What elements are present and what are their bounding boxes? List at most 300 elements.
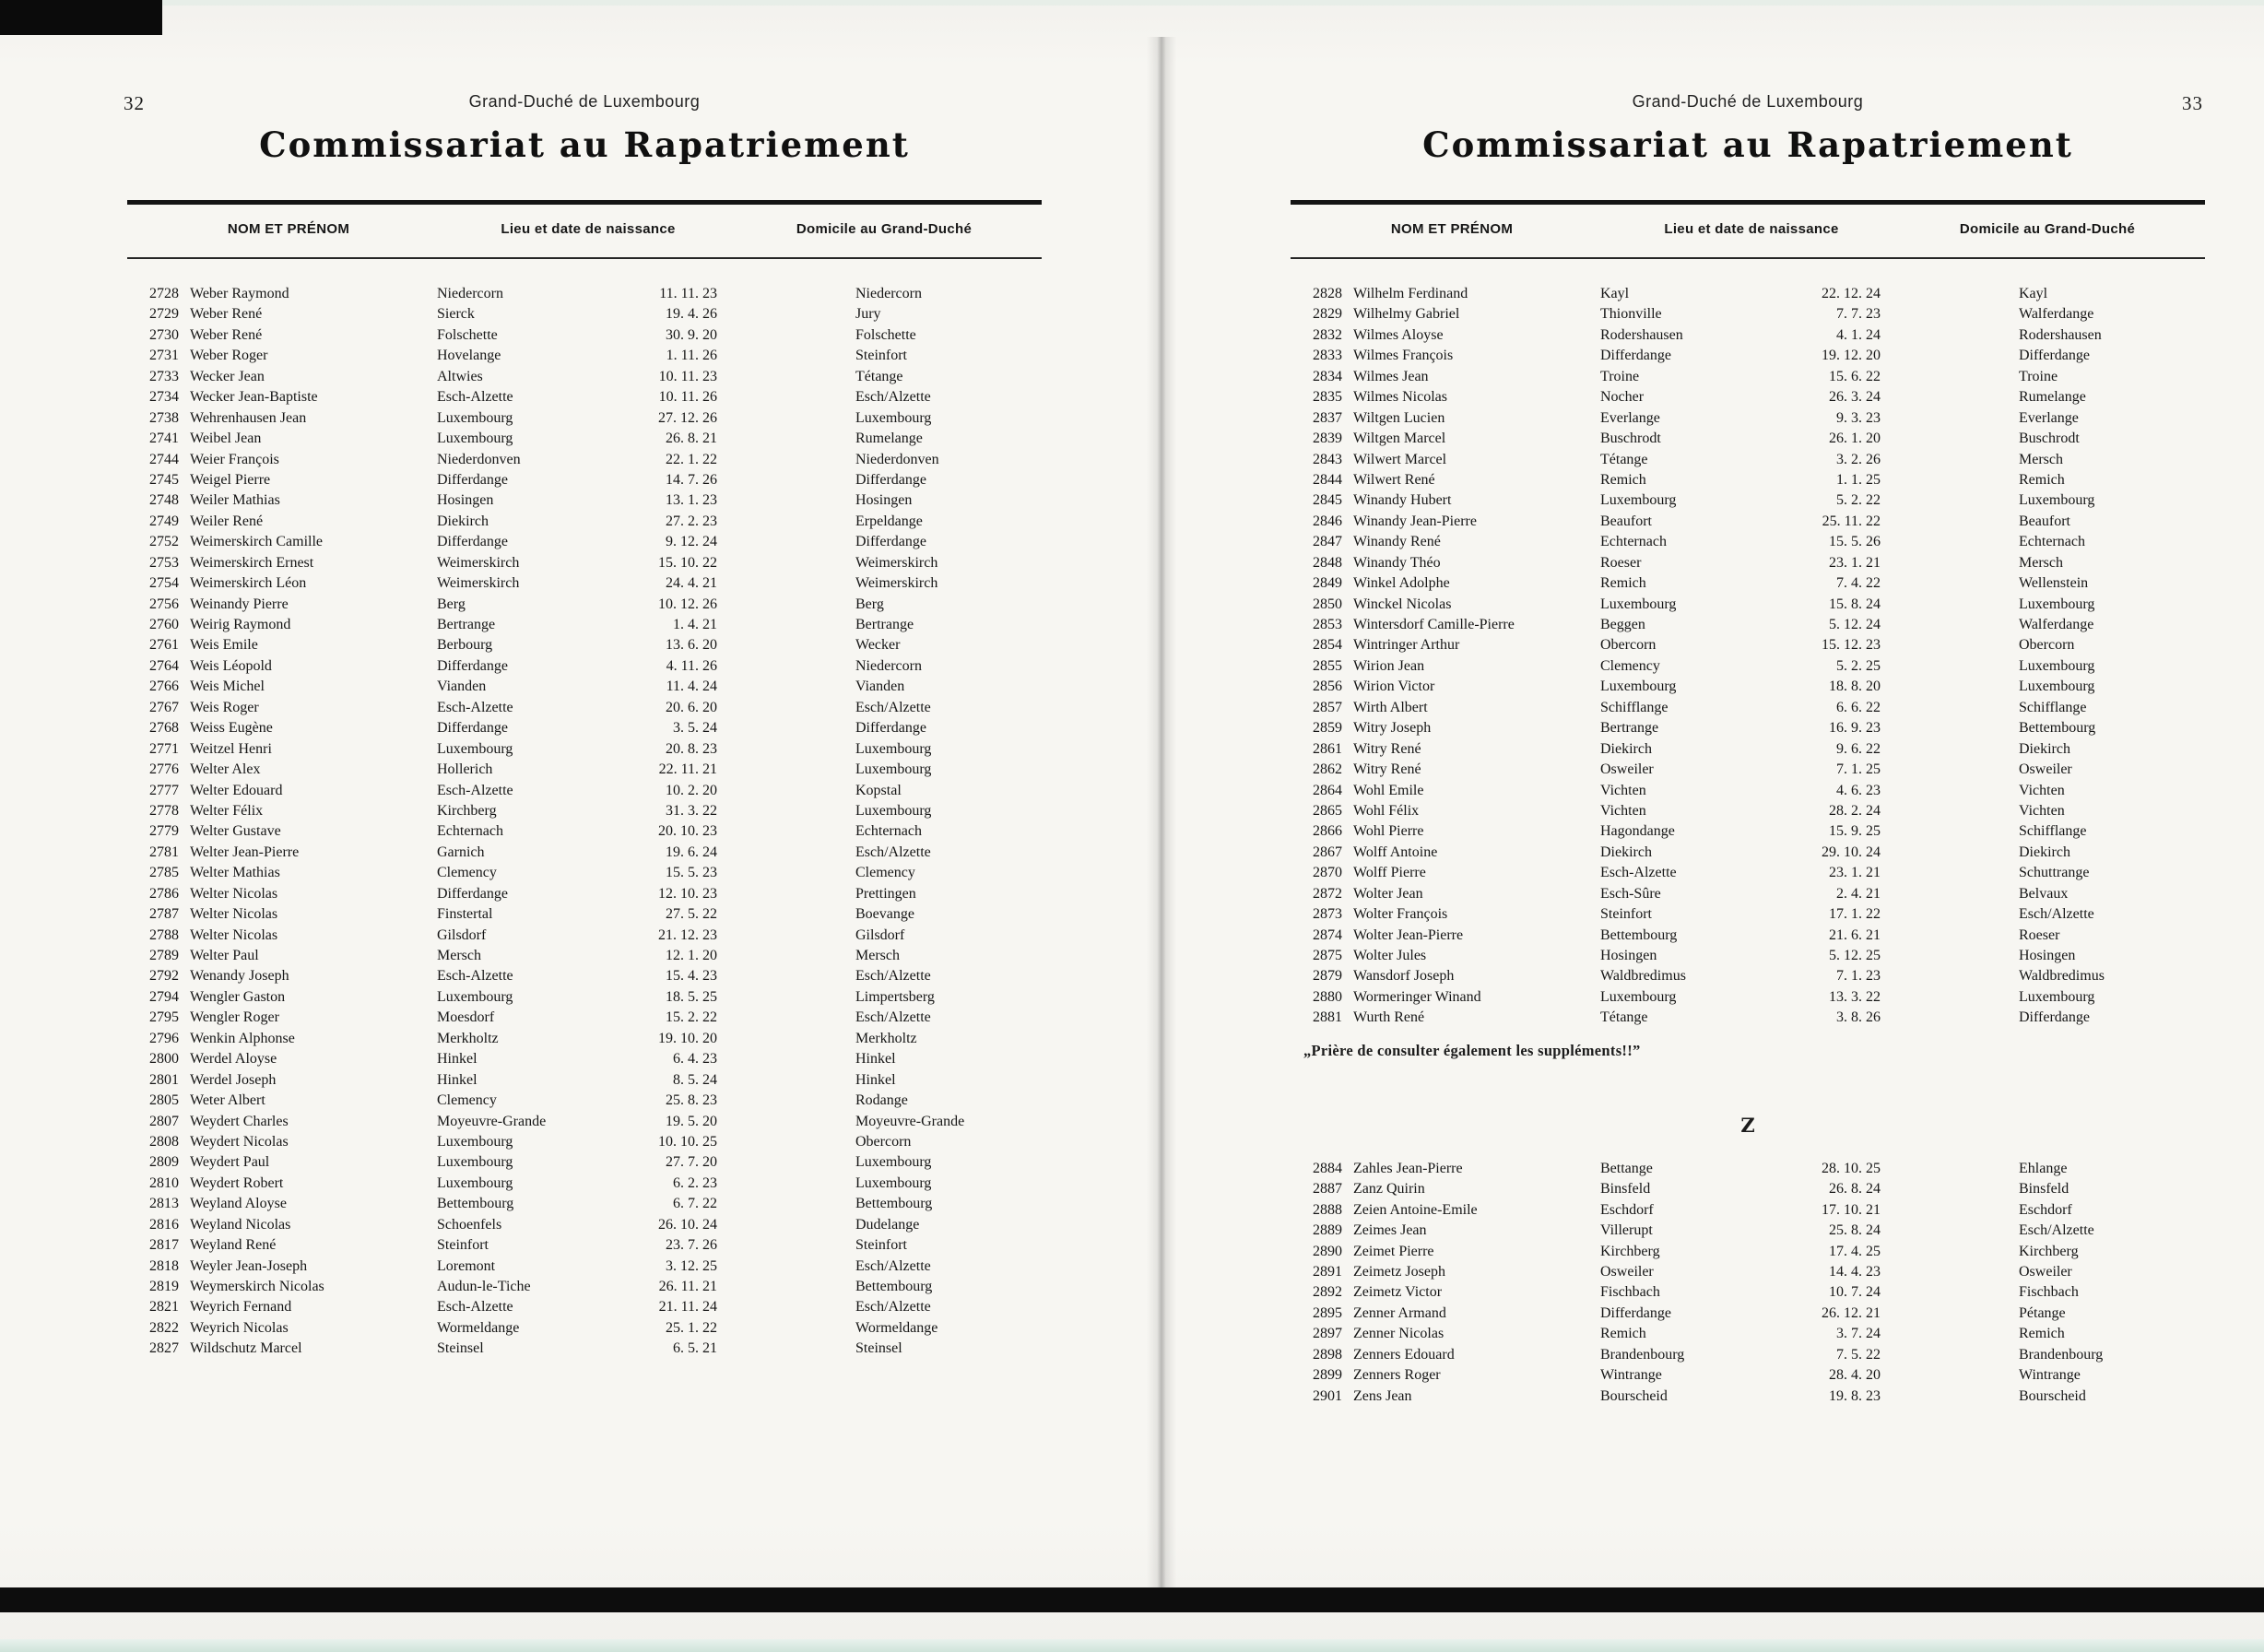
cell-date: 15. 2. 22 — [666, 1009, 717, 1026]
cell-date: 19. 4. 26 — [666, 306, 717, 323]
cell-name: Zeimetz Victor — [1353, 1284, 1443, 1301]
cell-name: Weimerskirch Ernest — [190, 554, 314, 571]
cell-num: 2807 — [149, 1113, 179, 1129]
cell-date: 19. 6. 24 — [666, 844, 717, 860]
cell-num: 2794 — [149, 988, 179, 1005]
cell-domicile: Ehlange — [2019, 1160, 2068, 1176]
cell-num: 2796 — [149, 1030, 179, 1046]
cell-num: 2874 — [1313, 926, 1342, 943]
cell-name: Witry René — [1353, 740, 1421, 757]
cell-birth: Kirchberg — [437, 802, 497, 819]
cell-birth: Steinfort — [437, 1237, 489, 1254]
cell-birth: Vichten — [1600, 782, 1646, 798]
table-row — [1291, 987, 2205, 1008]
cell-name: Welter Edouard — [190, 782, 283, 798]
cell-birth: Steinsel — [437, 1340, 484, 1357]
cell-birth: Brandenbourg — [1600, 1346, 1685, 1363]
cell-num: 2753 — [149, 554, 179, 571]
cell-date: 26. 8. 21 — [666, 431, 717, 447]
cell-num: 2892 — [1313, 1284, 1342, 1301]
cell-domicile: Rumelange — [2019, 389, 2086, 406]
header-rule-thin-right — [1291, 257, 2205, 259]
cell-date: 26. 8. 24 — [1829, 1181, 1881, 1198]
cell-birth: Moesdorf — [437, 1009, 495, 1026]
cell-birth: Esch-Alzette — [437, 968, 513, 985]
table-row — [127, 284, 1042, 304]
cell-date: 20. 8. 23 — [666, 740, 717, 757]
cell-domicile: Berg — [855, 596, 884, 612]
cell-domicile: Hosingen — [2019, 948, 2076, 963]
table-row — [1291, 904, 2205, 925]
cell-birth: Kayl — [1600, 286, 1630, 301]
cell-date: 6. 5. 21 — [673, 1340, 717, 1357]
table-row — [1291, 1365, 2205, 1386]
cell-name: Welter Félix — [190, 802, 264, 819]
cell-birth: Esch-Alzette — [437, 1299, 513, 1316]
cell-date: 4. 6. 23 — [1836, 782, 1881, 798]
cell-date: 15. 8. 24 — [1829, 596, 1881, 612]
cell-date: 3. 12. 25 — [666, 1257, 717, 1274]
cell-date: 28. 10. 25 — [1822, 1160, 1881, 1176]
cell-domicile: Boevange — [855, 906, 914, 923]
cell-domicile: Echternach — [855, 823, 922, 840]
cell-birth: Hinkel — [437, 1051, 478, 1068]
cell-domicile: Luxembourg — [2019, 492, 2095, 509]
cell-num: 2744 — [149, 451, 179, 467]
cell-name: Wolff Antoine — [1353, 844, 1438, 860]
cell-date: 19. 10. 20 — [658, 1030, 717, 1046]
cell-domicile: Diekirch — [2019, 740, 2070, 757]
cell-domicile: Rodange — [855, 1092, 908, 1109]
cell-num: 2822 — [149, 1319, 179, 1336]
cell-domicile: Hinkel — [855, 1051, 896, 1068]
cell-birth: Clemency — [1600, 657, 1660, 674]
cell-date: 4. 1. 24 — [1836, 326, 1881, 343]
table-row — [1291, 718, 2205, 738]
cell-name: Weimerskirch Camille — [190, 534, 323, 550]
page-title-right: Commissariat au Rapatriement — [1422, 124, 2073, 165]
cell-domicile: Esch/Alzette — [855, 1257, 931, 1274]
cell-birth: Rodershausen — [1600, 326, 1683, 343]
cell-num: 2808 — [149, 1133, 179, 1150]
cell-num: 2847 — [1313, 534, 1342, 550]
cell-date: 31. 3. 22 — [666, 802, 717, 819]
cell-num: 2875 — [1313, 948, 1342, 963]
cell-num: 2749 — [149, 513, 179, 529]
cell-domicile: Obercorn — [855, 1133, 912, 1150]
cell-date: 7. 1. 25 — [1836, 761, 1881, 778]
cell-birth: Luxembourg — [437, 988, 513, 1005]
cell-num: 2745 — [149, 471, 179, 488]
cell-date: 15. 9. 25 — [1829, 823, 1881, 840]
cell-date: 17. 10. 21 — [1822, 1201, 1881, 1218]
cell-date: 25. 11. 22 — [1822, 513, 1881, 529]
cell-domicile: Bettembourg — [2019, 720, 2096, 737]
table-row — [127, 573, 1042, 594]
cell-num: 2785 — [149, 865, 179, 881]
cell-name: Winandy Hubert — [1353, 492, 1452, 509]
cell-date: 7. 1. 23 — [1836, 968, 1881, 985]
cell-date: 16. 9. 23 — [1829, 720, 1881, 737]
cell-num: 2754 — [149, 575, 179, 592]
cell-name: Weiss Eugène — [190, 720, 273, 737]
cell-birth: Wormeldange — [437, 1319, 520, 1336]
cell-domicile: Kayl — [2019, 286, 2048, 301]
cell-num: 2756 — [149, 596, 179, 612]
cell-birth: Mersch — [437, 948, 481, 963]
cell-date: 15. 5. 26 — [1829, 534, 1881, 550]
cell-num: 2849 — [1313, 575, 1342, 592]
cell-date: 1. 1. 25 — [1836, 471, 1881, 488]
cell-num: 2810 — [149, 1174, 179, 1191]
cell-name: Weis Michel — [190, 678, 265, 695]
cell-birth: Bertrange — [437, 617, 496, 632]
cell-birth: Waldbredimus — [1600, 968, 1686, 985]
cell-domicile: Wormeldange — [855, 1319, 938, 1336]
table-row — [1291, 1221, 2205, 1241]
cell-birth: Luxembourg — [1600, 492, 1677, 509]
cell-name: Wildschutz Marcel — [190, 1340, 302, 1357]
table-row — [1291, 946, 2205, 966]
table-row — [1291, 553, 2205, 573]
cell-name: Weyland Aloyse — [190, 1196, 287, 1212]
table-row — [1291, 1304, 2205, 1324]
table-row — [127, 677, 1042, 697]
cell-birth: Berg — [437, 596, 466, 612]
table-row — [127, 1049, 1042, 1069]
cell-date: 7. 4. 22 — [1836, 575, 1881, 592]
cell-domicile: Rumelange — [855, 431, 923, 447]
cell-num: 2789 — [149, 948, 179, 963]
cell-num: 2816 — [149, 1216, 179, 1233]
cell-num: 2853 — [1313, 617, 1342, 632]
cell-name: Wenkin Alphonse — [190, 1030, 295, 1046]
cell-birth: Moyeuvre-Grande — [437, 1113, 547, 1129]
cell-name: Weiler René — [190, 513, 264, 529]
table-row — [1291, 1282, 2205, 1303]
cell-domicile: Walferdange — [2019, 306, 2094, 323]
cell-date: 27. 12. 26 — [658, 409, 717, 426]
cell-name: Weydert Robert — [190, 1174, 284, 1191]
cell-name: Werdel Joseph — [190, 1071, 277, 1088]
cell-num: 2891 — [1313, 1263, 1342, 1280]
cell-domicile: Belvaux — [2019, 885, 2069, 902]
cell-birth: Osweiler — [1600, 1263, 1654, 1280]
cell-birth: Villerupt — [1600, 1222, 1653, 1239]
scan-bottom-edge-strip — [0, 1639, 2264, 1652]
cell-birth: Diekirch — [1600, 844, 1652, 860]
cell-date: 24. 4. 21 — [666, 575, 717, 592]
cell-birth: Differdange — [437, 534, 508, 550]
table-row — [1291, 926, 2205, 946]
cell-num: 2776 — [149, 761, 179, 778]
cell-domicile: Osweiler — [2019, 1263, 2072, 1280]
table-row — [127, 1194, 1042, 1214]
cell-name: Weydert Nicolas — [190, 1133, 289, 1150]
cell-domicile: Rodershausen — [2019, 326, 2102, 343]
cell-birth: Wintrange — [1600, 1367, 1662, 1384]
cell-domicile: Erpeldange — [855, 513, 923, 529]
table-row — [127, 450, 1042, 470]
cell-name: Weigel Pierre — [190, 471, 271, 488]
cell-domicile: Esch/Alzette — [2019, 906, 2094, 923]
cell-date: 28. 4. 20 — [1829, 1367, 1881, 1384]
cell-birth: Fischbach — [1600, 1284, 1660, 1301]
table-row — [127, 429, 1042, 449]
cell-num: 2872 — [1313, 885, 1342, 902]
cell-date: 15. 6. 22 — [1829, 368, 1881, 384]
cell-birth: Luxembourg — [437, 409, 513, 426]
cell-birth: Niederdonven — [437, 451, 521, 467]
table-row — [1291, 656, 2205, 677]
cell-name: Welter Jean-Pierre — [190, 844, 300, 860]
cell-name: Weber Roger — [190, 348, 268, 364]
cell-name: Welter Mathias — [190, 865, 280, 881]
table-row — [127, 1008, 1042, 1028]
cell-date: 12. 1. 20 — [666, 948, 717, 963]
cell-num: 2778 — [149, 802, 179, 819]
table-row — [127, 408, 1042, 429]
cell-domicile: Mersch — [2019, 554, 2063, 571]
cell-date: 9. 3. 23 — [1836, 409, 1881, 426]
table-row — [1291, 1200, 2205, 1221]
table-row — [1291, 532, 2205, 552]
cell-domicile: Luxembourg — [2019, 678, 2095, 695]
cell-date: 6. 6. 22 — [1836, 699, 1881, 715]
cell-birth: Roeser — [1600, 554, 1642, 571]
cell-birth: Troine — [1600, 368, 1640, 384]
cell-domicile: Merkholtz — [855, 1030, 917, 1046]
cell-num: 2741 — [149, 431, 179, 447]
cell-num: 2857 — [1313, 699, 1342, 715]
cell-birth: Beggen — [1600, 617, 1645, 632]
cell-birth: Hollerich — [437, 761, 493, 778]
cell-date: 14. 4. 23 — [1829, 1263, 1881, 1280]
cell-date: 30. 9. 20 — [666, 326, 717, 343]
column-headers-left — [127, 205, 1042, 257]
cell-num: 2866 — [1313, 823, 1342, 840]
cell-name: Wilmes Nicolas — [1353, 389, 1447, 406]
page-title-left: Commissariat au Rapatriement — [259, 124, 910, 165]
cell-domicile: Luxembourg — [855, 761, 932, 778]
cell-date: 26. 12. 21 — [1822, 1304, 1881, 1321]
cell-birth: Audun-le-Tiche — [437, 1279, 531, 1294]
cell-name: Wormeringer Winand — [1353, 988, 1481, 1005]
cell-num: 2761 — [149, 637, 179, 654]
cell-num: 2897 — [1313, 1326, 1342, 1342]
cell-birth: Clemency — [437, 1092, 497, 1109]
cell-domicile: Eschdorf — [2019, 1201, 2072, 1218]
cell-name: Wolter Jean — [1353, 885, 1423, 902]
cell-birth: Obercorn — [1600, 637, 1657, 654]
cell-date: 15. 5. 23 — [666, 865, 717, 881]
book-binding-shadow — [1147, 37, 1176, 1587]
cell-name: Wurth René — [1353, 1009, 1425, 1026]
cell-date: 28. 2. 24 — [1829, 802, 1881, 819]
cell-name: Wohl Pierre — [1353, 823, 1424, 840]
cell-name: Weinandy Pierre — [190, 596, 289, 612]
cell-birth: Differdange — [437, 471, 508, 488]
cell-num: 2846 — [1313, 513, 1342, 529]
table-row — [1291, 1262, 2205, 1282]
table-row — [1291, 1159, 2205, 1179]
cell-birth: Diekirch — [437, 513, 489, 529]
cell-birth: Differdange — [1600, 1304, 1671, 1321]
cell-name: Welter Nicolas — [190, 926, 278, 943]
table-row — [1291, 1324, 2205, 1344]
cell-domicile: Differdange — [855, 534, 926, 550]
cell-date: 14. 7. 26 — [666, 471, 717, 488]
cell-date: 12. 10. 23 — [658, 885, 717, 902]
table-row — [127, 1277, 1042, 1297]
cell-domicile: Mersch — [855, 948, 900, 963]
cell-birth: Sierck — [437, 306, 475, 323]
cell-domicile: Schifflange — [2019, 699, 2087, 715]
cell-date: 26. 1. 20 — [1829, 431, 1881, 447]
cell-birth: Remich — [1600, 471, 1646, 488]
table-row — [127, 512, 1042, 532]
table-row — [1291, 677, 2205, 697]
cell-domicile: Remich — [2019, 471, 2065, 488]
table-row — [127, 595, 1042, 615]
cell-date: 25. 1. 22 — [666, 1319, 717, 1336]
cell-num: 2832 — [1313, 326, 1342, 343]
cell-num: 2839 — [1313, 431, 1342, 447]
cell-num: 2817 — [149, 1237, 179, 1254]
cell-date: 17. 4. 25 — [1829, 1243, 1881, 1259]
cell-birth: Thionville — [1600, 306, 1662, 323]
cell-name: Welter Paul — [190, 948, 259, 963]
cell-date: 25. 8. 23 — [666, 1092, 717, 1109]
cell-name: Wengler Gaston — [190, 988, 286, 1005]
cell-num: 2779 — [149, 823, 179, 840]
cell-name: Weimerskirch Léon — [190, 575, 307, 592]
cell-birth: Luxembourg — [437, 1133, 513, 1150]
cell-num: 2760 — [149, 617, 179, 632]
cell-num: 2809 — [149, 1154, 179, 1171]
cell-name: Zenners Roger — [1353, 1367, 1441, 1384]
column-header-birth: Lieu et date de naissance — [1664, 221, 1839, 237]
cell-date: 3. 5. 24 — [673, 720, 717, 737]
cell-num: 2865 — [1313, 802, 1342, 819]
table-row — [1291, 490, 2205, 511]
cell-domicile: Luxembourg — [855, 802, 932, 819]
cell-name: Wecker Jean — [190, 368, 265, 384]
table-row — [127, 635, 1042, 655]
cell-domicile: Steinfort — [855, 348, 907, 364]
cell-date: 27. 7. 20 — [666, 1154, 717, 1171]
cell-birth: Niedercorn — [437, 286, 503, 301]
cell-birth: Binsfeld — [1600, 1181, 1651, 1198]
cell-date: 21. 6. 21 — [1829, 926, 1881, 943]
table-row — [127, 801, 1042, 821]
cell-date: 21. 12. 23 — [658, 926, 717, 943]
table-row — [127, 781, 1042, 801]
cell-birth: Bettange — [1600, 1160, 1653, 1176]
cell-num: 2731 — [149, 348, 179, 364]
column-header-name: NOM ET PRÉNOM — [227, 221, 350, 237]
cell-date: 23. 1. 21 — [1829, 865, 1881, 881]
table-row — [1291, 863, 2205, 883]
cell-name: Welter Alex — [190, 761, 261, 778]
cell-domicile: Mersch — [2019, 451, 2063, 467]
cell-date: 9. 12. 24 — [666, 534, 717, 550]
table-row — [127, 1152, 1042, 1173]
cell-date: 13. 1. 23 — [666, 492, 717, 509]
cell-name: Wilmes Aloyse — [1353, 326, 1444, 343]
cell-num: 2771 — [149, 740, 179, 757]
cell-birth: Garnich — [437, 844, 485, 860]
cell-name: Welter Gustave — [190, 823, 281, 840]
cell-date: 1. 11. 26 — [666, 348, 717, 364]
cell-birth: Bettembourg — [1600, 926, 1678, 943]
cell-domicile: Vichten — [2019, 802, 2065, 819]
cell-date: 10. 10. 25 — [658, 1133, 717, 1150]
cell-name: Weber René — [190, 326, 263, 343]
region-header-left: Grand-Duché de Luxembourg — [468, 92, 701, 111]
table-row — [1291, 884, 2205, 904]
cell-num: 2887 — [1313, 1181, 1342, 1198]
table-row — [127, 987, 1042, 1008]
cell-date: 11. 4. 24 — [666, 678, 717, 695]
cell-domicile: Walferdange — [2019, 617, 2094, 632]
cell-birth: Diekirch — [1600, 740, 1652, 757]
cell-date: 19. 5. 20 — [666, 1113, 717, 1129]
cell-birth: Luxembourg — [1600, 678, 1677, 695]
cell-date: 7. 7. 23 — [1836, 306, 1881, 323]
cell-name: Winkel Adolphe — [1353, 575, 1450, 592]
cell-birth: Luxembourg — [1600, 988, 1677, 1005]
table-row — [1291, 367, 2205, 387]
cell-birth: Luxembourg — [1600, 596, 1677, 612]
cell-name: Wiltgen Marcel — [1353, 431, 1446, 447]
cell-date: 26. 3. 24 — [1829, 389, 1881, 406]
cell-name: Zenner Nicolas — [1353, 1326, 1444, 1342]
cell-birth: Echternach — [437, 823, 503, 840]
cell-num: 2861 — [1313, 740, 1342, 757]
table-row — [127, 1132, 1042, 1152]
cell-birth: Hagondange — [1600, 823, 1675, 840]
table-row — [1291, 512, 2205, 532]
cell-num: 2870 — [1313, 865, 1342, 881]
cell-date: 23. 7. 26 — [666, 1237, 717, 1254]
cell-num: 2889 — [1313, 1222, 1342, 1239]
cell-birth: Bettembourg — [437, 1196, 514, 1212]
cell-name: Wirth Albert — [1353, 699, 1428, 715]
cell-name: Welter Nicolas — [190, 906, 278, 923]
cell-num: 2834 — [1313, 368, 1342, 384]
cell-date: 9. 6. 22 — [1836, 740, 1881, 757]
cell-name: Weirig Raymond — [190, 617, 291, 632]
cell-num: 2864 — [1313, 782, 1342, 798]
cell-domicile: Jury — [855, 306, 881, 323]
cell-num: 2795 — [149, 1009, 179, 1026]
table-row — [127, 946, 1042, 966]
table-row — [127, 387, 1042, 407]
cell-date: 15. 12. 23 — [1822, 637, 1881, 654]
table-row — [127, 470, 1042, 490]
cell-num: 2873 — [1313, 906, 1342, 923]
cell-date: 7. 5. 22 — [1836, 1346, 1881, 1363]
cell-date: 2. 4. 21 — [1836, 885, 1881, 902]
cell-name: Weitzel Henri — [190, 740, 272, 757]
cell-domicile: Wellenstein — [2019, 575, 2089, 592]
cell-domicile: Everlange — [2019, 409, 2079, 426]
table-row — [127, 1112, 1042, 1132]
scan-edge-artifact-top-left — [0, 0, 162, 35]
cell-num: 2766 — [149, 678, 179, 695]
supplements-note: „Prière de consulter également les suppléments!!” — [1303, 1041, 1641, 1059]
